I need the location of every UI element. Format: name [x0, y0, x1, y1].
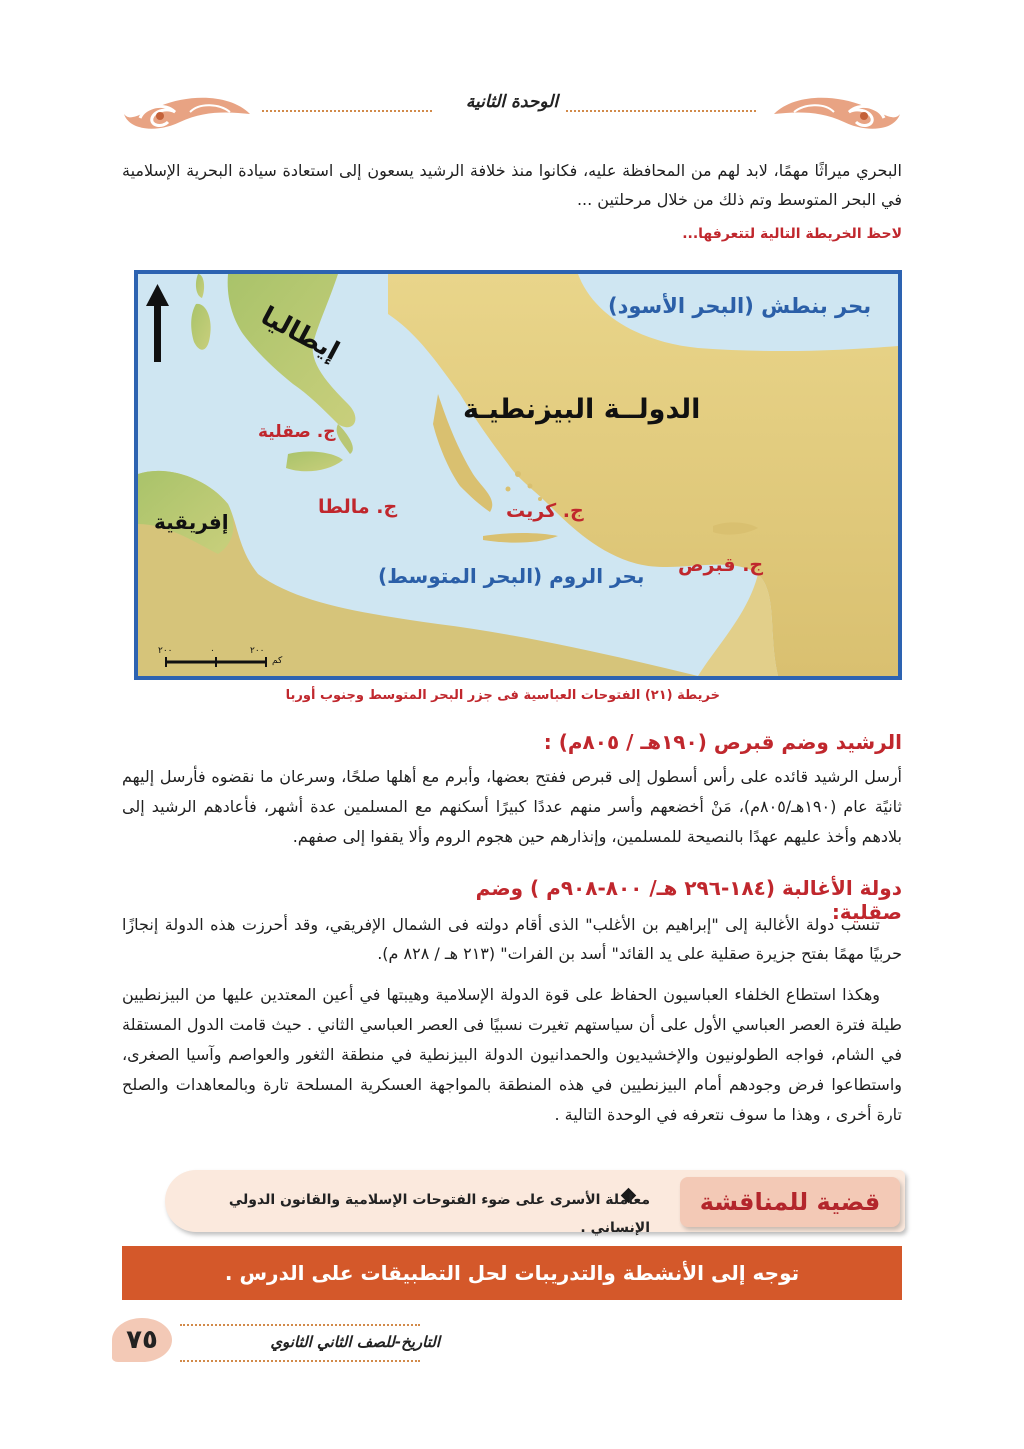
map-caption: خريطة (٢١) الفتوحات العباسية فى جزر البحر المتوسط وجنوب أوربا — [285, 688, 720, 703]
map-scale-value-left: ٢٠٠ — [250, 646, 265, 656]
map-label-africa: إفريقية — [154, 510, 229, 534]
footer-book-title: التاريخ-للصف الثاني الثانوي — [270, 1333, 440, 1351]
section1-heading: الرشيد وضم قبرص (١٩٠هـ / ٨٠٥م) : — [543, 730, 902, 754]
footer-dots-top — [180, 1324, 420, 1326]
map-label-sicily: ج. صقلية — [258, 422, 336, 442]
map-label-crete: ج. كريت — [506, 500, 584, 522]
section2-heading: دولة الأغالبة (١٨٤-٢٩٦ هـ/ ٨٠٠-٩٠٨م ) وضم صقلية: — [475, 876, 902, 924]
page-number: ٧٥ — [112, 1318, 172, 1362]
map-label-italy: إيطاليا — [255, 301, 345, 367]
section2-paragraph2: وهكذا استطاع الخلفاء العباسيون الحفاظ على قوة الدولة الإسلامية وهيبتها في أعين المعتدين عليها من البيزنطيين طيلة فترة العصر العباسي الأول على أن سياستهم تغيرت نسبيًا فى العصر العباسي الثاني . حيث قامت الدول المستقلة في الشام، فواجه الطولونيون والإخشيديون والحمدانيون الدولة البيزنطية في منطقة الثغور والعواصم وآسيا الصغرى، واستطاعوا فرض وجودهم أمام البيزنطيين في هذه المنطقة بالمواجهة العسكرية المسلحة تارة وبالمعاهدات والصلح تارة أخرى ، وهذا ما سوف نتعرفه في الوحدة التالية . — [122, 985, 902, 1124]
section2-paragraph1: تنسب دولة الأغالبة إلى "إبراهيم بن الأغلب" الذى أقام دولته فى الشمال الإفريقي، وقد أحرزت هذه الدولة إنجازًا حربيًا مهمًا بفتح جزيرة صقلية على يد القائد" أسد بن الفرات" (٢١٣ هـ / ٨٢٨ م). — [122, 915, 902, 963]
map-label-malta: ج. مالطا — [318, 496, 398, 518]
map-prompt: لاحظ الخريطة التالية لتتعرفها... — [682, 226, 902, 242]
map — [134, 270, 902, 680]
map-scale-unit: كم — [272, 656, 283, 666]
activities-banner-text: توجه إلى الأنشطة والتدريبات لحل التطبيقات على الدرس . — [224, 1261, 800, 1285]
map-label-mediterranean: بحر الروم (البحر المتوسط) — [378, 564, 645, 588]
map-label-byzantine: الدولــة البيزنطيـة — [463, 394, 701, 425]
section1-paragraph: أرسل الرشيد قائده على رأس أسطول إلى قبرص ففتح بعضها، وأبرم مع أهلها صلحًا، وسرعان ما نقضوه فأرسل إليهم ثانيًة عام (١٩٠هـ/٨٠٥م)، مَنْ أخضعهم وأسر منهم عددًا كبيرًا أسكنهم مع المسلمين عدة أشهر، فأعادهم الرشيد إلى بلادهم وأخذ عليهم عهدًا بالنصيحة للمسلمين، وإنذارهم حين هجوم الروم وألا يقفوا إلى صفهم. — [122, 767, 902, 846]
discussion-item: معاملة الأسرى على ضوء الفتوحات الإسلامية والقانون الدولي الإنساني . — [228, 1192, 650, 1236]
intro-paragraph: البحري ميراثًا مهمًا، لابد لهم من المحافظة عليه، فكانوا منذ خلافة الرشيد يسعون إلى استعادة سيادة البحرية الإسلامية في البحر المتوسط وتم ذلك من خلال مرحلتين ... — [122, 161, 902, 209]
map-label-black-sea: بحر بنطش (البحر الأسود) — [608, 294, 872, 318]
unit-title: الوحدة الثانية — [465, 92, 559, 112]
activities-banner — [122, 1246, 902, 1300]
discussion-title: قضية للمناقشة — [680, 1177, 900, 1227]
map-scale-value-right: ٢٠٠ — [158, 646, 173, 656]
map-graphic — [138, 274, 898, 676]
footer-dots-bottom — [180, 1360, 420, 1362]
map-scale-value-mid: ٠ — [210, 646, 215, 656]
map-label-cyprus: ج. قبرص — [678, 554, 764, 576]
